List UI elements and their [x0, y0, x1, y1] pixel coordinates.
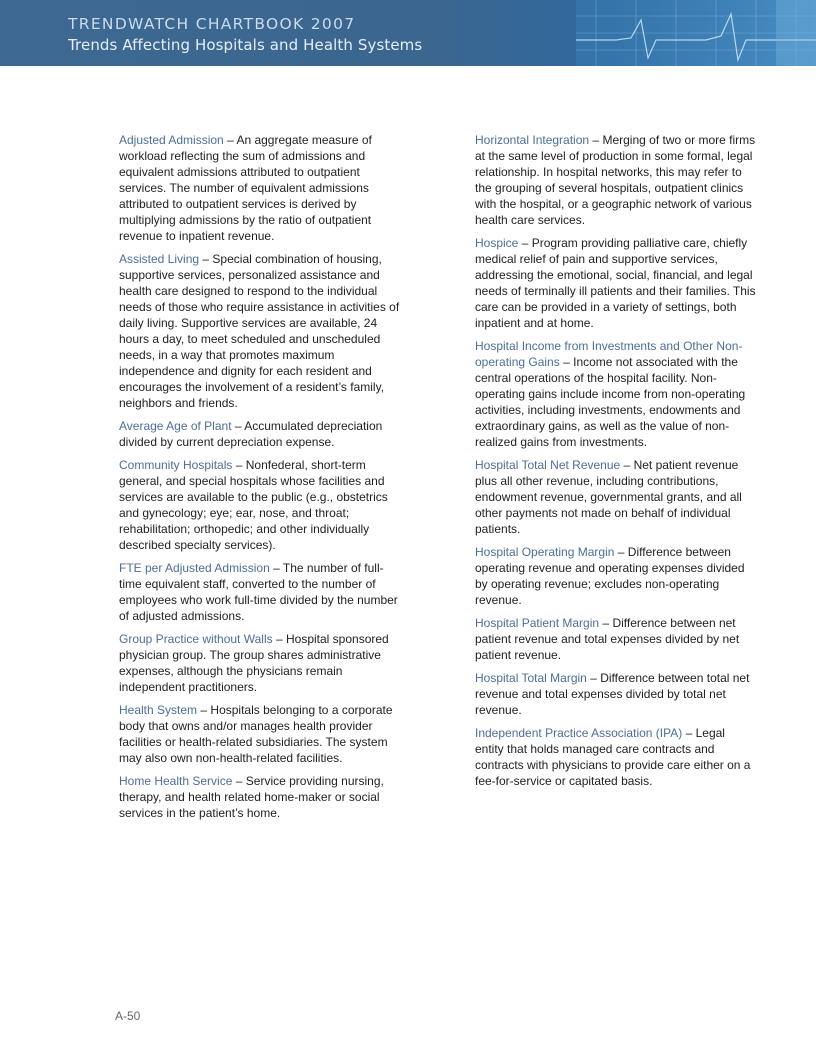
glossary-definition: Difference between net patient revenue and total expenses divided by net patient revenue.	[475, 616, 740, 662]
glossary-definition: An aggregate measure of workload reflecting the sum of admissions and equivalent admissions attributed to outpatient services. The number of equivalent admissions attributed to outpatient services is derived by multiplying admissions by the ratio of outpatient revenue to inpatient revenue.	[119, 133, 372, 243]
separator: –	[590, 671, 597, 685]
glossary-term: Hospital Operating Margin	[475, 545, 615, 559]
glossary-entry	[475, 457, 756, 537]
glossary-term: Independent Practice Association (IPA)	[475, 726, 683, 740]
glossary-term: Hospital Total Net Revenue	[475, 458, 621, 472]
glossary-definition: Hospital sponsored physician group. The group shares administrative expenses, although the physicians remain independent practitioners.	[119, 632, 389, 694]
glossary-definition: The number of full-time equivalent staff, converted to the number of employees who work full-time divided by the number of adjusted admissions.	[119, 561, 398, 623]
separator: –	[602, 616, 610, 630]
separator: –	[521, 236, 529, 250]
separator: –	[273, 561, 280, 575]
glossary-term: Group Practice without Walls	[119, 632, 273, 646]
glossary-term: Home Health Service	[119, 774, 233, 788]
glossary-term: Health System	[119, 703, 198, 717]
glossary-entry	[475, 670, 756, 718]
glossary-definition: Legal entity that holds managed care contracts and contracts with physicians to provide care either on a fee-for-service or capitated basis.	[475, 726, 751, 788]
page-number: A-50	[115, 1009, 141, 1023]
glossary-left-column	[119, 132, 406, 828]
glossary-entry	[119, 457, 406, 553]
separator: –	[227, 133, 234, 147]
glossary-term: Hospital Patient Margin	[475, 616, 600, 630]
separator: –	[617, 545, 625, 559]
separator: –	[623, 458, 631, 472]
separator: –	[275, 632, 283, 646]
glossary-definition: Merging of two or more firms at the same level of production in some formal, legal relationship. In hospital networks, this may refer to the grouping of several hospitals, outpatient clinics with the hospital, or a geographic network of various health care services.	[475, 133, 756, 227]
glossary-definition: Accumulated depreciation divided by current depreciation expense.	[119, 419, 383, 449]
glossary-entry	[475, 338, 756, 450]
glossary-definition: Service providing nursing, therapy, and health related home-maker or social services in the patient’s home.	[119, 774, 384, 820]
separator: –	[200, 703, 208, 717]
separator: –	[202, 252, 210, 266]
glossary-term: Horizontal Integration	[475, 133, 590, 147]
chartbook-subtitle: Trends Affecting Hospitals and Health Systems	[68, 36, 423, 54]
glossary-term: Community Hospitals	[119, 458, 233, 472]
glossary-definition: Special combination of housing, supportive services, personalized assistance and health care designed to respond to the individual needs of those who require assistance in activities of daily living. Supportive services are available, 24 hours a day, to meet scheduled and unscheduled needs, in a way that promotes maximum independence and dignity for each resident and encourages the involvement of a resident’s family, neighbors and friends.	[119, 252, 400, 410]
glossary-term: Average Age of Plant	[119, 419, 232, 433]
header-banner	[0, 0, 816, 66]
glossary-definition: Net patient revenue plus all other revenue, including contributions, endowment revenue, governmental grants, and all other payments not made on behalf of individual patients.	[475, 458, 742, 536]
glossary-entry	[475, 725, 756, 789]
separator: –	[685, 726, 693, 740]
glossary-definition: Difference between total net revenue and total expenses divided by total net revenue.	[475, 671, 750, 717]
glossary-entry	[475, 132, 756, 228]
glossary-term: FTE per Adjusted Admission	[119, 561, 270, 575]
glossary-definition: Program providing palliative care, chiefly medical relief of pain and supportive services, addressing the emotional, social, financial, and legal needs of terminally ill patients and their families. This care can be provided in a variety of settings, both inpatient and at home.	[475, 236, 756, 330]
glossary-term: Assisted Living	[119, 252, 200, 266]
glossary-entry	[475, 235, 756, 331]
glossary-term: Hospital Total Margin	[475, 671, 587, 685]
glossary-entry	[119, 773, 406, 821]
glossary-entry	[119, 631, 406, 695]
glossary-term: Hospice	[475, 236, 519, 250]
glossary-right-column	[475, 132, 756, 796]
glossary-definition: Income not associated with the central operations of the hospital facility. Non-operating gains include income from non-operating activities, including investments, endowments and extraordinary gains, as well as the value of non-realized gains from investments.	[475, 355, 746, 449]
separator: –	[563, 355, 570, 369]
glossary-entry	[119, 132, 406, 244]
glossary-entry	[119, 560, 406, 624]
glossary-term: Adjusted Admission	[119, 133, 224, 147]
separator: –	[592, 133, 600, 147]
glossary-entry	[119, 702, 406, 766]
glossary-term: Hospital Income from Investments and Other Non-operating Gains	[475, 339, 743, 369]
glossary-definition: Hospitals belonging to a corporate body that owns and/or manages health provider facilities or health-related subsidiaries. The system may also own non-health-related facilities.	[119, 703, 393, 765]
glossary-entry	[475, 544, 756, 608]
separator: –	[235, 774, 243, 788]
chartbook-title: TRENDWATCH CHARTBOOK 2007	[68, 15, 356, 33]
separator: –	[234, 419, 242, 433]
glossary-entry	[119, 418, 406, 450]
glossary-definition: Nonfederal, short-term general, and special hospitals whose facilities and services are available to the public (e.g., obstetrics and gynecology; eye; ear, nose, and throat; rehabilitation; orthopedic; and other individually described specialty services).	[119, 458, 388, 552]
separator: –	[235, 458, 243, 472]
glossary-entry	[119, 251, 406, 411]
glossary-definition: Difference between operating revenue and operating expenses divided by operating revenue; excludes non-operating revenue.	[475, 545, 745, 607]
glossary-entry	[475, 615, 756, 663]
banner-decoration	[576, 0, 816, 66]
